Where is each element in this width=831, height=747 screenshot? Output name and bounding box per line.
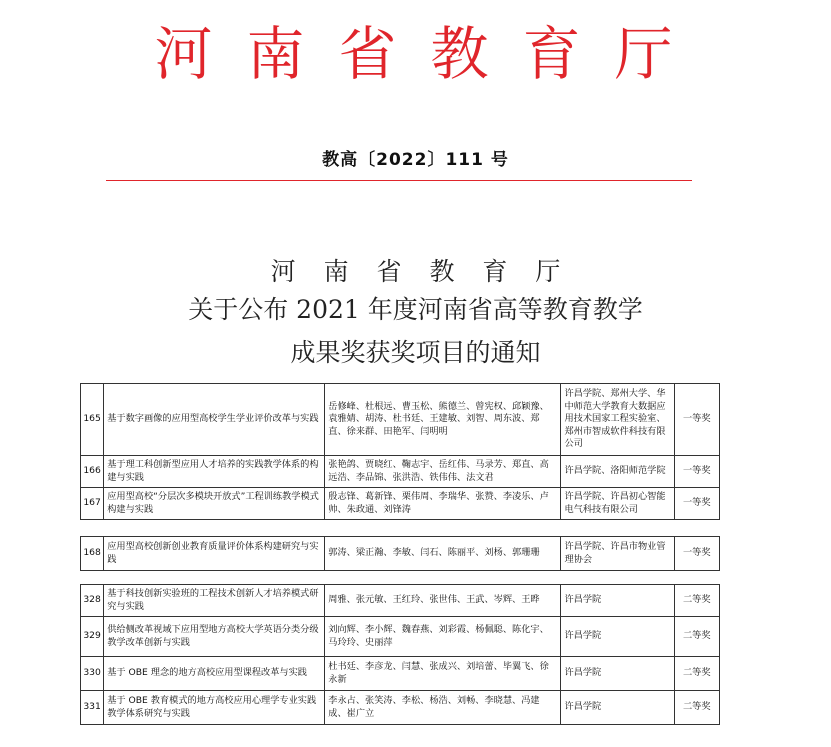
award-level: 二等奖 (674, 691, 719, 725)
award-level: 二等奖 (674, 585, 719, 617)
award-level: 一等奖 (674, 456, 719, 488)
row-number: 328 (81, 585, 104, 617)
award-level: 一等奖 (674, 488, 719, 520)
row-number: 165 (81, 384, 104, 456)
row-number: 331 (81, 691, 104, 725)
project-unit: 许昌学院 (561, 657, 674, 691)
award-table-fragment-b (80, 536, 720, 571)
award-level: 二等奖 (674, 657, 719, 691)
project-members: 刘向辉、李小辉、魏春燕、刘彩霞、杨佩聪、陈化宇、马玲玲、史丽萍 (325, 617, 561, 657)
notice-title-line-3: 成果奖获奖项目的通知 (290, 338, 541, 367)
project-unit: 许昌学院 (561, 585, 674, 617)
award-table-fragment-c (80, 584, 720, 725)
project-unit: 许昌学院 (561, 617, 674, 657)
project-members: 周雅、张元敏、王红玲、张世伟、王武、岑辉、王晔 (325, 585, 561, 617)
row-number: 330 (81, 657, 104, 691)
project-unit: 许昌学院 (561, 691, 674, 725)
table-row (81, 537, 720, 571)
project-name: 供给侧改革视域下应用型地方高校大学英语分类分级教学改革创新与实践 (104, 617, 325, 657)
award-level: 一等奖 (674, 384, 719, 456)
project-members: 杜书廷、李彦龙、闫慧、张成兴、刘培蕾、毕翼飞、徐永新 (325, 657, 561, 691)
project-unit: 许昌学院、郑州大学、华中师范大学教育大数据应用技术国家工程实验室、郑州市智成软件科技有限公司 (561, 384, 674, 456)
table-row (81, 691, 720, 725)
award-table-fragment-a (80, 383, 720, 520)
document-number: 教高〔2022〕111 号 (322, 150, 509, 170)
table-row (81, 488, 720, 520)
project-members: 郭涛、梁正瀚、李敏、闫石、陈丽平、刘杨、郭珊珊 (325, 537, 561, 571)
project-name: 应用型高校创新创业教育质量评价体系构建研究与实践 (104, 537, 325, 571)
table-row (81, 384, 720, 456)
project-name: 基于理工科创新型应用人才培养的实践教学体系的构建与实践 (104, 456, 325, 488)
project-name: 应用型高校“分层次多模块开放式”工程训练教学模式构建与实践 (104, 488, 325, 520)
table-row (81, 657, 720, 691)
row-number: 329 (81, 617, 104, 657)
row-number: 167 (81, 488, 104, 520)
award-level: 二等奖 (674, 617, 719, 657)
project-name: 基于 OBE 理念的地方高校应用型课程改革与实践 (104, 657, 325, 691)
project-unit: 许昌学院、洛阳师范学院 (561, 456, 674, 488)
project-members: 李永占、张笑涛、李松、杨浩、刘畅、李晓慧、冯建成、崔广立 (325, 691, 561, 725)
project-unit: 许昌学院、许昌初心智能电气科技有限公司 (561, 488, 674, 520)
notice-title-line-2: 关于公布 2021 年度河南省高等教育教学 (188, 295, 643, 324)
project-name: 基于科技创新实验班的工程技术创新人才培养模式研究与实践 (104, 585, 325, 617)
project-name: 基于 OBE 教育模式的地方高校应用心理学专业实践教学体系研究与实践 (104, 691, 325, 725)
notice-title-line-1: 河 南 省 教 育 厅 (270, 257, 571, 286)
header-divider (106, 180, 692, 181)
award-level: 一等奖 (674, 537, 719, 571)
table-row (81, 585, 720, 617)
row-number: 168 (81, 537, 104, 571)
project-unit: 许昌学院、许昌市物业管理协会 (561, 537, 674, 571)
row-number: 166 (81, 456, 104, 488)
project-members: 张艳鸽、贾晓红、鞠志宇、岳红伟、马录芳、郑直、高远浩、李品锦、张洪浩、铁伟伟、法文君 (325, 456, 561, 488)
table-row (81, 456, 720, 488)
project-members: 岳修峰、杜根远、曹玉松、熊德兰、曾宪权、邱颖豫、袁雅婧、胡涛、杜书廷、王建敏、刘智、周东波、郑直、徐来群、田艳军、闫明明 (325, 384, 561, 456)
project-members: 殷志锋、葛新锋、栗伟周、李瑞华、张赞、李凌乐、卢帅、朱政通、刘锋涛 (325, 488, 561, 520)
project-name: 基于数字画像的应用型高校学生学业评价改革与实践 (104, 384, 325, 456)
org-header-title: 河南省教育厅 (154, 20, 707, 88)
table-row (81, 617, 720, 657)
